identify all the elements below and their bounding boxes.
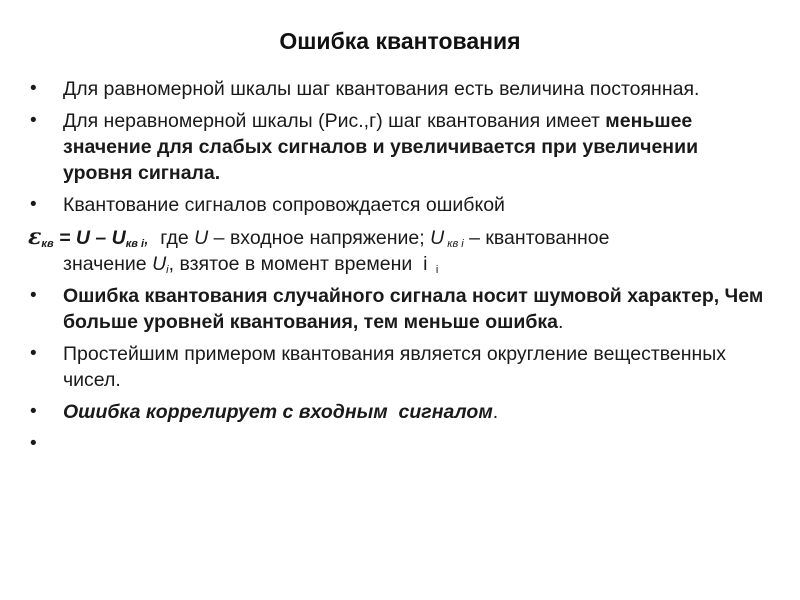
formula-line2-b: , взятое в момент времени i (168, 253, 433, 275)
formula-gde: где (149, 227, 195, 249)
item-text-bold: Ошибка квантования случайного сигнала носит шумовой характер, Чем больше уровней квантования, тем меньше ошибка (63, 285, 764, 333)
formula-desc-1: – входное напряжение; (208, 227, 431, 249)
formula-line-1 (28, 224, 770, 251)
list-item (30, 192, 770, 218)
item-text: Простейшим примером квантования является округление вещественных чисел. (63, 343, 727, 391)
item-text: Для равномерной шкалы шаг квантования есть величина постоянная. (63, 78, 700, 100)
slide-title: Ошибка квантования (279, 28, 521, 54)
epsilon-symbol: ε (28, 224, 42, 250)
list-item (30, 76, 770, 102)
list-item (30, 399, 770, 425)
formula-ui-sub: i (166, 264, 169, 276)
item-text: . (558, 311, 564, 333)
bullet-icon: • (30, 285, 37, 306)
formula-line-2 (30, 251, 770, 277)
formula-equation: = U – U (53, 227, 126, 249)
formula-desc-2: – квантованное (463, 227, 610, 249)
item-text: . (492, 401, 499, 423)
formula-comma: , (144, 227, 150, 249)
item-text-bold-italic: Ошибка коррелирует с входным сигналом (63, 401, 493, 423)
list-item-empty (30, 431, 770, 457)
formula-block (0, 224, 770, 277)
bullet-icon: • (30, 194, 37, 215)
formula-u-quantized-sub: кв i (444, 238, 464, 250)
formula-line2-sub: i (432, 264, 439, 276)
list-item (30, 341, 770, 393)
item-text: Для неравномерной шкалы (Рис.,г) шаг квантования имеет (63, 110, 606, 132)
bullet-icon: • (30, 110, 37, 131)
item-text: Квантование сигналов сопровождается ошибкой (63, 194, 505, 216)
formula-u: U (194, 227, 209, 249)
bullet-list (30, 76, 770, 457)
bullet-icon: • (30, 401, 37, 422)
list-item (30, 108, 770, 186)
formula-ui: U (152, 253, 167, 275)
bullet-icon: • (30, 343, 37, 364)
list-item (30, 283, 770, 335)
formula-line2-a: значение (63, 253, 153, 275)
item-text-bold: меньшее значение для слабых сигналов и увеличивается при увеличении уровня сигнала. (63, 110, 699, 184)
epsilon-subscript: кв (41, 238, 54, 250)
bullet-icon: • (30, 78, 37, 99)
bullet-icon: • (30, 433, 37, 454)
uq-subscript: кв i (125, 238, 145, 250)
formula-u-quantized: U (430, 227, 445, 249)
